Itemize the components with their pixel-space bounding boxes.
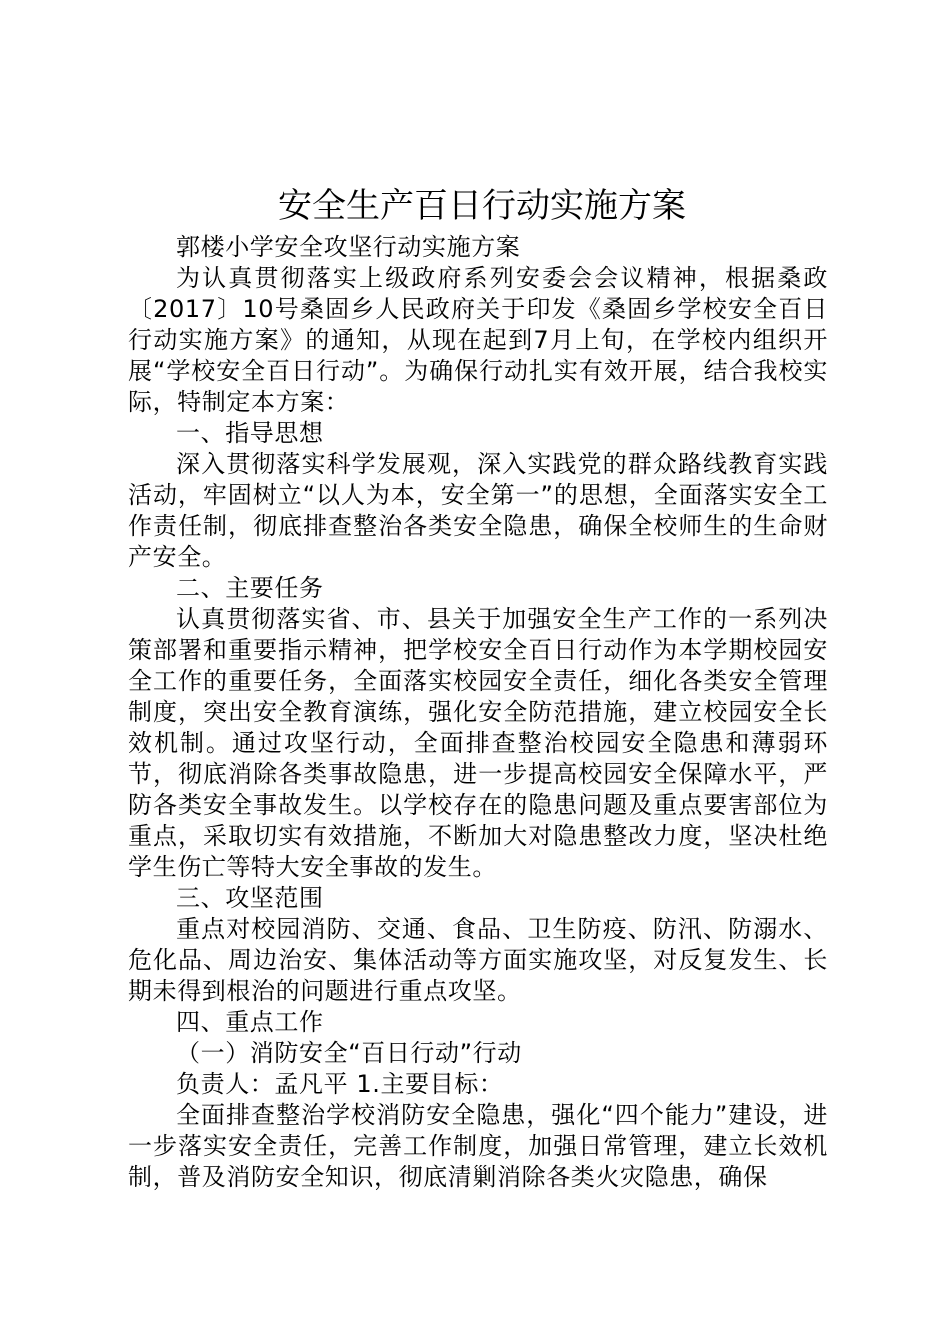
document-page <box>128 180 828 1193</box>
section-text-scope: 重点对校园消防、交通、食品、卫生防疫、防汛、防溺水、危化品、周边治安、集体活动等方面实施攻坚，对反复发生、长期未得到根治的问题进行重点攻坚。 <box>128 915 828 1005</box>
document-title: 安全生产百日行动实施方案 <box>278 186 686 226</box>
section-text-guiding-thought: 深入贯彻落实科学发展观，深入实践党的群众路线教育实践活动，牢固树立“以人为本，安全第一”的思想，全面落实安全工作责任制，彻底排查整治各类安全隐患，确保全校师生的生命财产安全。 <box>128 450 828 571</box>
intro-paragraph: 为认真贯彻落实上级政府系列安委会会议精神，根据桑政〔2017〕10号桑固乡人民政府关于印发《桑固乡学校安全百日行动实施方案》的通知，从现在起到7月上旬，在学校内组织开展“学校安全百日行动”。为确保行动扎实有效开展，结合我校实际，特制定本方案： <box>128 264 828 416</box>
document-body <box>128 232 828 1193</box>
document-subtitle: 郭楼小学安全攻坚行动实施方案 <box>176 233 521 261</box>
section-heading-main-tasks: 二、主要任务 <box>176 574 324 602</box>
section-heading-guiding-thought: 一、指导思想 <box>176 419 324 447</box>
subsection-heading-fire-safety: （一）消防安全“百日行动”行动 <box>176 1039 522 1067</box>
subsection-text-fire-safety: 全面排查整治学校消防安全隐患，强化“四个能力”建设，进一步落实安全责任，完善工作制度，加强日常管理，建立长效机制，普及消防安全知识，彻底清剿消除各类火灾隐患，确保 <box>128 1101 828 1191</box>
section-heading-key-work: 四、重点工作 <box>176 1008 324 1036</box>
section-text-main-tasks: 认真贯彻落实省、市、县关于加强安全生产工作的一系列决策部署和重要指示精神，把学校安全百日行动作为本学期校园安全工作的重要任务，全面落实校园安全责任，细化各类安全管理制度，突出安全教育演练，强化安全防范措施，建立校园安全长效机制。通过攻坚行动，全面排查整治校园安全隐患和薄弱环节，彻底消除各类事故隐患，进一步提高校园安全保障水平，严防各类安全事故发生。以学校存在的隐患问题及重点要害部位为重点，采取切实有效措施，不断加大对隐患整改力度，坚决杜绝学生伤亡等特大安全事故的发生。 <box>128 605 828 881</box>
section-heading-scope: 三、攻坚范围 <box>176 884 324 912</box>
responsible-person-line: 负责人：孟凡平 1.主要目标： <box>176 1070 504 1098</box>
